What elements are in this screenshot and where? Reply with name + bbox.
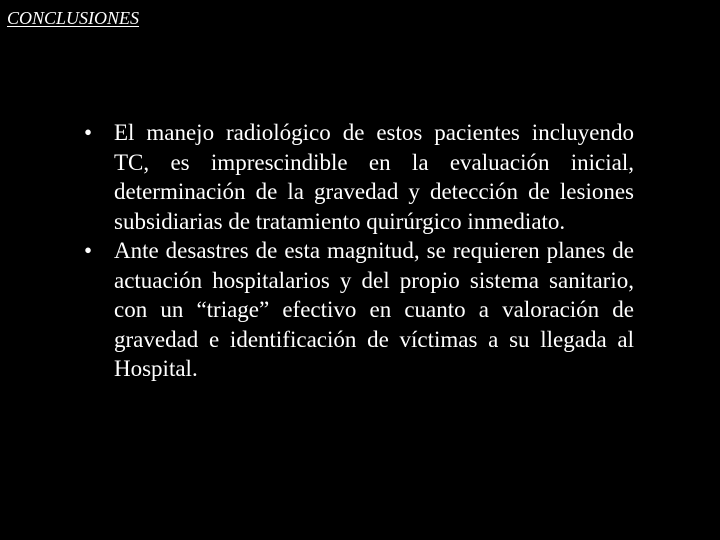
bullet-item-disaster-plans (84, 236, 634, 384)
bullet-item-radiology (84, 118, 634, 236)
bullet-list (84, 118, 634, 384)
bullet-text: El manejo radiológico de estos pacientes incluyendo TC, es imprescindible en la evaluación inicial, determinación de la gravedad y detección de lesiones subsidiarias de tratamiento quirúrgico inmediato. (114, 120, 634, 234)
bullet-text: Ante desastres de esta magnitud, se requieren planes de actuación hospitalarios y del propio sistema sanitario, con un “triage” efectivo en cuanto a valoración de gravedad e identificación de víctimas a su llegada al Hospital. (114, 238, 634, 381)
bullet-marker: • (84, 238, 93, 263)
slide-title: CONCLUSIONES (7, 8, 140, 28)
bullet-marker: • (84, 120, 93, 145)
